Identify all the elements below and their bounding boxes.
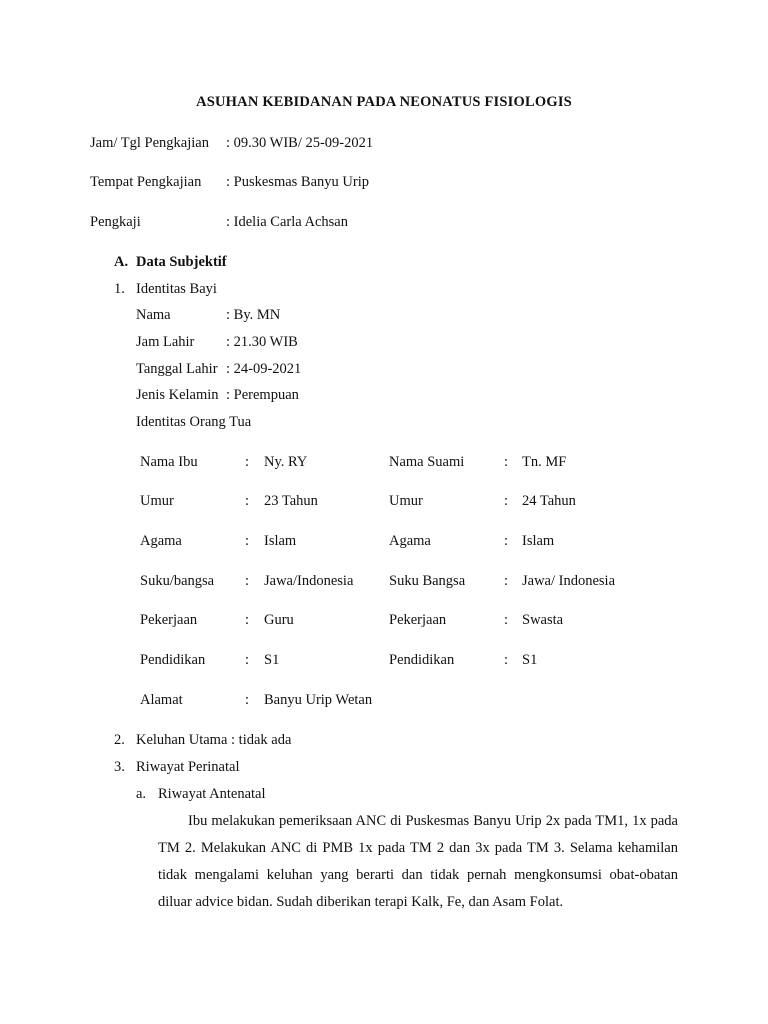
item-1-number: 1. <box>114 281 125 297</box>
baby-label-tanggal-lahir: Tanggal Lahir <box>136 361 218 377</box>
table-cell-value: Jawa/ Indonesia <box>522 573 616 589</box>
table-colon: : <box>245 612 250 628</box>
table-cell-value: Banyu Urip Wetan <box>264 692 373 708</box>
table-cell-label: Alamat <box>140 692 183 708</box>
field-value-pengkaji: : Idelia Carla Achsan <box>226 214 348 230</box>
section-a-letter: A. <box>114 254 129 270</box>
table-cell-label: Suku/bangsa <box>140 573 215 589</box>
table-cell-value: Tn. MF <box>522 454 567 470</box>
item-3-title: Riwayat Perinatal <box>136 759 240 775</box>
table-colon: : <box>245 533 250 549</box>
baby-value-jam-lahir: : 21.30 WIB <box>226 334 298 350</box>
table-cell-label: Agama <box>140 533 182 549</box>
table-cell-label: Pendidikan <box>140 652 206 668</box>
baby-label-jam-lahir: Jam Lahir <box>136 334 195 350</box>
parents-identity-title: Identitas Orang Tua <box>136 414 252 430</box>
table-cell-label: Pekerjaan <box>140 612 198 628</box>
table-colon: : <box>245 652 250 668</box>
table-cell-label: Pendidikan <box>389 652 455 668</box>
table-cell-label: Umur <box>140 493 174 509</box>
table-colon: : <box>245 493 250 509</box>
table-colon: : <box>245 454 250 470</box>
table-cell-label: Suku Bangsa <box>389 573 466 589</box>
antenatal-paragraph: Ibu melakukan pemeriksaan ANC di Puskesmas Banyu Urip 2x pada TM1, 1x pada TM 2. Melakukan ANC di PMB 1x pada TM 2 dan 3x pada TM 3. Selama kehamilan tidak mengalami keluhan yang berarti dan tidak pernah mengkonsumsi obat-obatan diluar advice bidan. Sudah diberikan terapi Kalk, Fe, dan Asam Folat. <box>158 813 678 910</box>
table-cell-label: Nama Suami <box>389 454 465 470</box>
baby-label-nama: Nama <box>136 307 171 323</box>
field-value-tempat: : Puskesmas Banyu Urip <box>226 174 369 190</box>
sub-a-letter: a. <box>136 786 147 802</box>
table-cell-value: Islam <box>522 533 555 549</box>
baby-value-nama: : By. MN <box>226 307 281 323</box>
table-cell-value: S1 <box>522 652 538 668</box>
table-cell-label: Umur <box>389 493 423 509</box>
item-2-text: Keluhan Utama : tidak ada <box>136 732 292 748</box>
field-label-pengkaji: Pengkaji <box>90 214 141 230</box>
section-a-title: Data Subjektif <box>136 254 227 270</box>
table-cell-value: Ny. RY <box>264 454 308 470</box>
table-cell-value: Jawa/Indonesia <box>264 573 354 589</box>
field-value-jam-tgl: : 09.30 WIB/ 25-09-2021 <box>226 135 374 151</box>
field-label-tempat: Tempat Pengkajian <box>90 174 202 190</box>
document-title: ASUHAN KEBIDANAN PADA NEONATUS FISIOLOGIS <box>196 94 572 110</box>
table-colon: : <box>504 612 509 628</box>
field-label-jam-tgl: Jam/ Tgl Pengkajian <box>90 135 209 151</box>
baby-label-jenis-kelamin: Jenis Kelamin <box>136 387 219 403</box>
table-colon: : <box>504 493 509 509</box>
table-cell-label: Pekerjaan <box>389 612 447 628</box>
table-cell-value: Islam <box>264 533 297 549</box>
item-3-number: 3. <box>114 759 125 775</box>
item-1-title: Identitas Bayi <box>136 281 217 297</box>
table-cell-value: Guru <box>264 612 294 628</box>
table-colon: : <box>504 533 509 549</box>
table-colon: : <box>245 573 250 589</box>
item-2-number: 2. <box>114 732 125 748</box>
table-cell-value: Swasta <box>522 612 564 628</box>
sub-a-title: Riwayat Antenatal <box>158 786 266 802</box>
table-colon: : <box>504 652 509 668</box>
table-colon: : <box>245 692 250 708</box>
table-cell-value: 24 Tahun <box>522 493 576 509</box>
table-cell-label: Nama Ibu <box>140 454 198 470</box>
table-colon: : <box>504 454 509 470</box>
table-cell-value: 23 Tahun <box>264 493 318 509</box>
baby-value-tanggal-lahir: : 24-09-2021 <box>226 361 302 377</box>
table-cell-value: S1 <box>264 652 280 668</box>
table-cell-label: Agama <box>389 533 431 549</box>
table-colon: : <box>504 573 509 589</box>
baby-value-jenis-kelamin: : Perempuan <box>226 387 299 403</box>
